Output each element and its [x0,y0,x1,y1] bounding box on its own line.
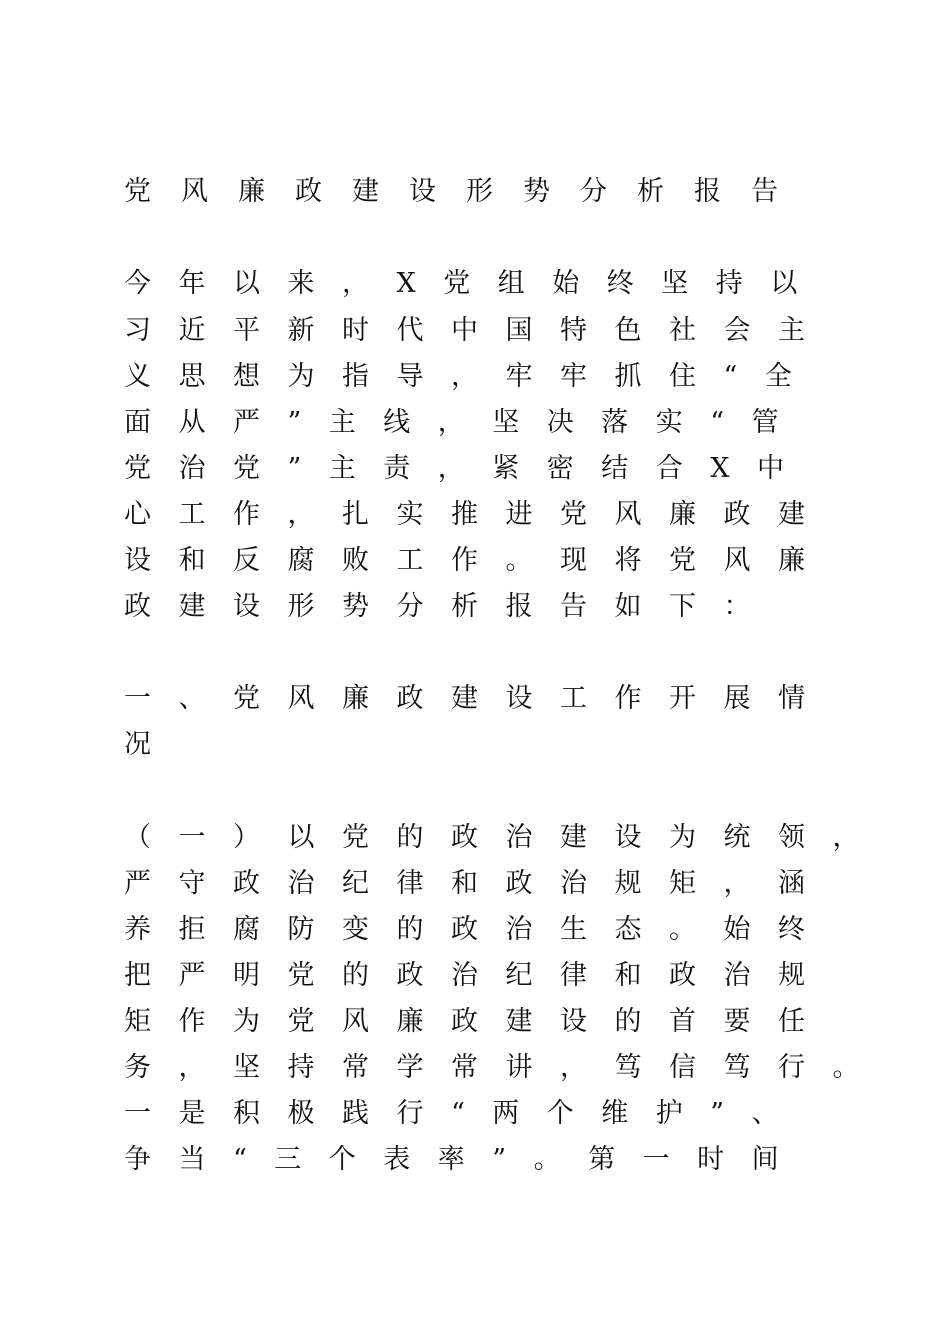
section-body-line: 争当“三个表率”。第一时间 [124,1144,807,1175]
intro-line: 设和反腐败工作。现将党风廉 [124,545,833,576]
section-body-line: 矩作为党风廉政建设的首要任 [124,1006,833,1037]
section-heading-line: 况 [124,729,179,760]
intro-line: 党治党”主责，紧密结合X中 [124,453,812,484]
section-body-line: 严守政治纪律和政治规矩，涵 [124,868,833,899]
section-heading-line: 一、党风廉政建设工作开展情 [124,683,833,714]
intro-line: 义思想为指导，牢牢抓住“全 [124,361,820,392]
document-title: 党风廉政建设形势分析报告 [124,176,808,207]
intro-line: 心工作，扎实推进党风廉政建 [124,499,833,530]
intro-line: 今年以来，X党组始终坚持以 [124,268,825,299]
intro-line: 面从严”主线，坚决落实“管 [124,407,807,438]
intro-line: 习近平新时代中国特色社会主 [124,315,833,346]
section-body-line: 把严明党的政治纪律和政治规 [124,960,833,991]
section-body-line: 一是积极践行“两个维护”、 [124,1098,807,1129]
section-body-line: 务，坚持常学常讲，笃信笃行。 [124,1052,887,1083]
intro-line: 政建设形势分析报告如下： [124,591,778,622]
section-body-line: 养拒腐防变的政治生态。始终 [124,914,833,945]
section-body-line: （一）以党的政治建设为统领， [124,822,887,853]
